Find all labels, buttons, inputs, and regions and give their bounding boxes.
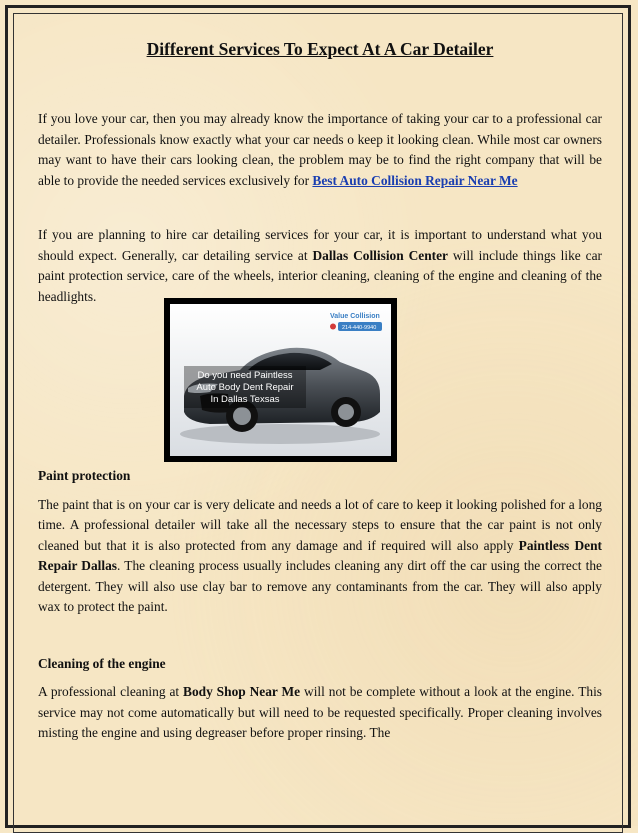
engine-text-1: A professional cleaning at	[38, 684, 184, 699]
brand-name: Value Collision	[330, 313, 380, 320]
paint-protection-paragraph	[38, 495, 602, 618]
body-shop-near-me: Body Shop Near Me	[183, 684, 301, 699]
location-pin-icon	[330, 324, 336, 330]
caption-line-1: Do you need Paintless	[197, 370, 293, 381]
intro-text: If you love your car, then you may already know the importance of taking your car to a professional car detailer. Professionals know exactly what your car needs o keep it looking clean. While most car owners may want to have their cars looking clean, the problem may be to find the right company that will be able to provide the needed services exclusively for	[38, 111, 602, 188]
engine-cleaning-heading: Cleaning of the engine	[38, 655, 166, 671]
intro-paragraph	[38, 109, 602, 191]
paint-text-2: . The cleaning process usually includes cleaning any dirt off the car using the correct the detergent. They will also use clay bar to remove any contaminants from the car. They will also apply wax to protect the paint.	[38, 558, 602, 614]
services-paragraph	[38, 225, 602, 307]
brand-phone: 214-440-9940	[342, 325, 377, 331]
caption-line-3: In Dallas Texsas	[210, 394, 280, 405]
caption-line-2: Auto Body Dent Repair	[196, 382, 294, 393]
engine-text-2: will not be complete without a look at the engine. This service may not come automatically but will need to be requested specifically. Proper cleaning involves misting the engine and using degreaser before proper rinsing. The	[38, 684, 602, 740]
ad-image	[164, 298, 397, 462]
engine-cleaning-paragraph	[38, 682, 602, 744]
best-auto-collision-link[interactable]: Best Auto Collision Repair Near Me	[312, 172, 518, 188]
services-text-1: If you are planning to hire car detailing services for your car, it is important to understand what you should expect. Generally, car detailing service at	[38, 227, 602, 263]
paintless-dent-repair: Paintless Dent Repair Dallas	[38, 537, 602, 573]
page-title: Different Services To Expect At A Car Detailer	[146, 39, 494, 59]
paint-text-1: The paint that is on your car is very delicate and needs a lot of care to keep it looking polished for a long time. A professional detailer will take all the necessary steps to ensure that the car paint is not only cleaned but that it is also protected from any damage and if required will also apply	[38, 496, 602, 553]
ad-caption	[184, 366, 306, 408]
services-text-2: will include things like car paint protection service, care of the wheels, interior cleaning, cleaning of the engine and cleaning of the headlights.	[38, 247, 602, 304]
car-illustration	[170, 304, 391, 456]
dallas-collision-center: Dallas Collision Center	[312, 247, 449, 263]
paint-protection-heading: Paint protection	[38, 468, 131, 483]
